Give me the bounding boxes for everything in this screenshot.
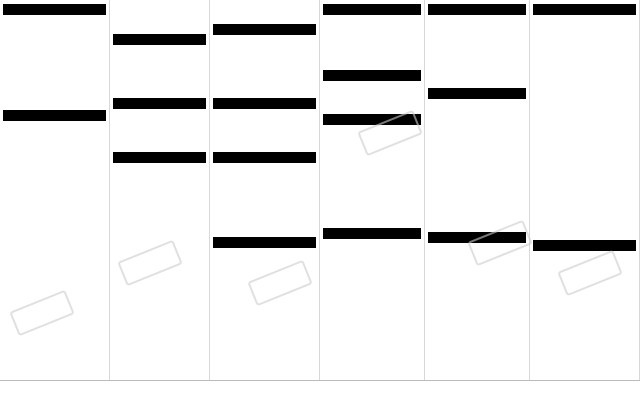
item-line	[3, 58, 65, 67]
section-header	[323, 4, 421, 15]
item-line	[3, 183, 65, 192]
section-header	[3, 110, 106, 121]
item-line	[3, 99, 106, 108]
item-line	[323, 261, 421, 270]
item-line	[533, 67, 615, 76]
item-line	[213, 250, 275, 259]
item-line	[113, 175, 206, 184]
item-line	[113, 111, 206, 120]
item-line	[3, 203, 85, 212]
item-line	[213, 131, 295, 140]
item-line	[3, 273, 106, 282]
item-line	[428, 151, 526, 160]
item-line	[428, 191, 526, 200]
item-line	[113, 3, 206, 12]
catalog-column-5	[425, 0, 530, 380]
item-line	[428, 275, 487, 284]
item-line	[213, 67, 295, 76]
item-line	[428, 131, 506, 140]
item-line	[113, 185, 169, 194]
item-line	[533, 47, 595, 56]
item-line	[533, 167, 615, 176]
item-line	[323, 157, 382, 166]
item-line	[213, 226, 316, 235]
item-line	[428, 77, 526, 86]
item-line	[323, 281, 421, 290]
item-line	[113, 57, 169, 66]
item-line	[533, 97, 595, 106]
price-row	[3, 47, 106, 57]
item-line	[533, 127, 636, 136]
item-line	[323, 177, 401, 186]
item-line	[323, 83, 421, 92]
item-line	[3, 263, 106, 272]
item-line	[3, 223, 106, 232]
item-line	[323, 187, 421, 196]
item-line	[428, 201, 526, 210]
section-header	[428, 4, 526, 15]
item-line	[113, 77, 187, 86]
item-line	[323, 49, 401, 58]
item-line	[533, 17, 636, 26]
item-line	[3, 133, 65, 142]
item-line	[323, 241, 401, 250]
section-header	[3, 4, 106, 15]
item-line	[113, 235, 169, 244]
item-line	[113, 121, 169, 130]
item-line	[113, 13, 187, 22]
section-header	[113, 152, 206, 163]
item-line	[3, 173, 106, 182]
item-line	[533, 117, 615, 126]
item-line	[3, 193, 106, 202]
item-line	[323, 167, 421, 176]
item-line	[3, 37, 106, 46]
section-header	[213, 24, 316, 35]
item-line	[533, 157, 636, 166]
item-line	[113, 215, 206, 224]
item-line	[533, 137, 636, 146]
item-line	[213, 205, 316, 214]
item-line	[113, 165, 206, 174]
section-header	[428, 88, 526, 99]
item-line	[3, 163, 106, 172]
item-line	[428, 111, 487, 120]
item-line	[533, 229, 636, 238]
item-line	[533, 77, 636, 86]
item-line	[113, 67, 206, 76]
section-header	[113, 98, 206, 109]
item-line	[213, 37, 316, 46]
item-line	[428, 47, 487, 56]
item-line	[3, 89, 85, 98]
item-line	[213, 165, 316, 174]
section-header	[533, 4, 636, 15]
item-line	[213, 3, 316, 12]
section-header	[213, 98, 316, 109]
price-row	[533, 218, 636, 228]
item-line	[533, 57, 636, 66]
page-footer	[0, 380, 640, 410]
item-line	[3, 143, 106, 152]
catalog-column-6	[530, 0, 640, 380]
item-line	[113, 205, 187, 214]
item-line	[213, 77, 316, 86]
item-line	[213, 175, 275, 184]
item-line	[213, 185, 316, 194]
item-line	[428, 27, 506, 36]
item-line	[113, 87, 206, 96]
price-row	[323, 27, 421, 37]
item-line	[323, 217, 421, 226]
item-line	[213, 57, 316, 66]
item-line	[533, 187, 636, 196]
item-line	[213, 13, 295, 22]
item-line	[3, 79, 106, 88]
item-line	[323, 197, 421, 206]
item-line	[323, 103, 421, 112]
price-row	[323, 38, 421, 48]
item-line	[428, 37, 526, 46]
item-line	[113, 225, 206, 234]
item-line	[323, 59, 421, 68]
item-line	[428, 265, 526, 274]
item-line	[533, 177, 636, 186]
item-line	[113, 141, 187, 150]
catalog-column-2	[110, 0, 210, 380]
item-line	[533, 27, 615, 36]
item-line	[428, 161, 487, 170]
item-line	[3, 233, 65, 242]
item-line	[428, 57, 526, 66]
item-line	[428, 171, 526, 180]
item-line	[428, 141, 526, 150]
item-line	[213, 47, 275, 56]
item-line	[323, 271, 382, 280]
item-line	[533, 87, 636, 96]
item-line	[323, 93, 382, 102]
item-line	[428, 67, 506, 76]
catalog-column-3	[210, 0, 320, 380]
item-line	[3, 123, 106, 132]
footer-line	[4, 384, 636, 393]
item-line	[213, 141, 316, 150]
item-line	[323, 17, 421, 26]
item-line	[213, 87, 316, 96]
item-line	[533, 197, 595, 206]
item-line	[3, 153, 85, 162]
section-header	[323, 228, 421, 239]
item-line	[3, 213, 106, 222]
item-line	[323, 251, 421, 260]
price-row	[533, 207, 636, 217]
price-row	[3, 68, 106, 78]
item-line	[213, 121, 316, 130]
section-header	[213, 152, 316, 163]
item-line	[113, 131, 206, 140]
item-line	[428, 181, 506, 190]
item-line	[428, 211, 487, 220]
item-line	[3, 253, 85, 262]
item-line	[113, 195, 206, 204]
section-header	[533, 240, 636, 251]
item-line	[323, 207, 382, 216]
catalog-column-4	[320, 0, 425, 380]
section-header	[213, 237, 316, 248]
item-line	[428, 121, 526, 130]
item-line	[533, 107, 636, 116]
item-line	[113, 23, 206, 32]
item-line	[3, 283, 65, 292]
section-header	[323, 70, 421, 81]
item-line	[3, 243, 106, 252]
item-line	[3, 17, 106, 26]
item-line	[533, 37, 636, 46]
footer-line	[4, 393, 636, 402]
price-row	[213, 215, 316, 225]
section-header	[113, 34, 206, 45]
item-line	[113, 47, 206, 56]
item-line	[3, 27, 85, 36]
item-line	[533, 147, 595, 156]
item-line	[428, 101, 526, 110]
item-line	[213, 111, 275, 120]
item-line	[213, 195, 295, 204]
item-line	[428, 17, 526, 26]
